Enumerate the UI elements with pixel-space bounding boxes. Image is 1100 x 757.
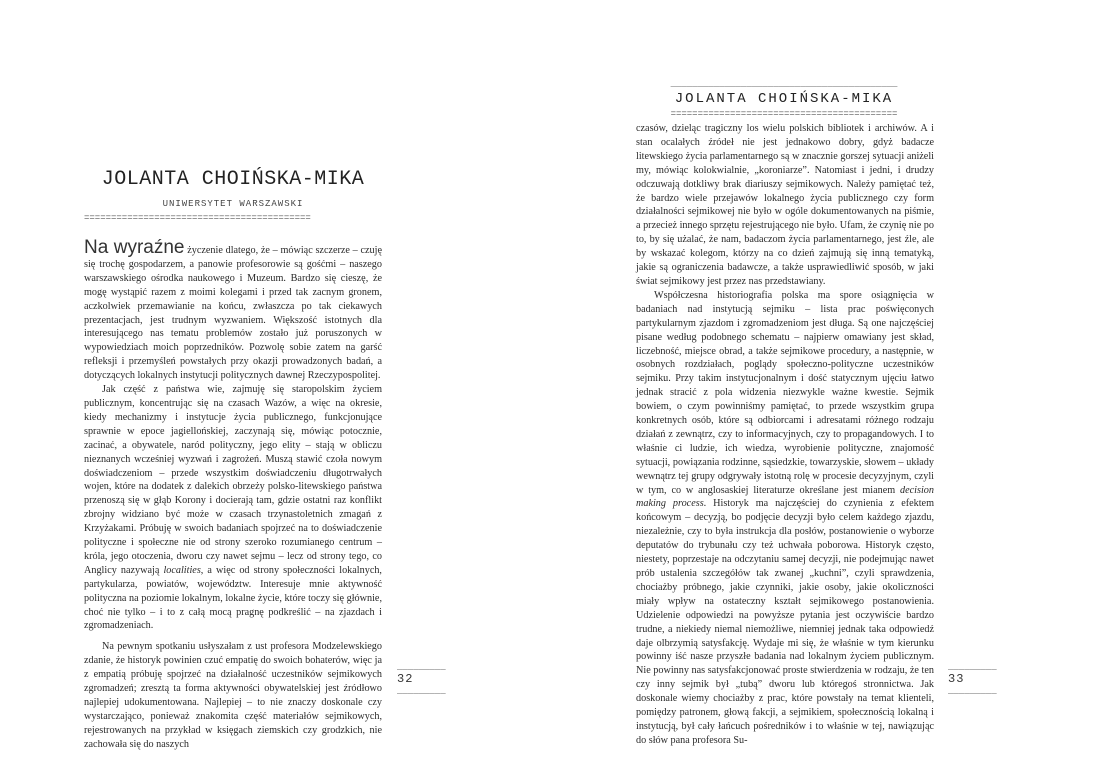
page-number: 33	[948, 672, 965, 686]
paragraph-2-text-b: , a więc od strony społeczności lokalnych, partykularza, powiatów, województw. Interesuje mnie aktywność polityczna na poziomie lokalnym, lokalne życie, które toczy się głównie, choć nie tylko – i to z całą mocą pragnę podkreślić – na zjazdach i zgromadzeniach.	[84, 564, 382, 632]
paragraph-2-italic: localities	[163, 564, 201, 576]
paragraph-4-italic: decision making process	[636, 484, 934, 510]
paragraph-continued: czasów, dzieląc tragiczny los wielu polskich bibliotek i archiwów. A i stan ocalałych źródeł nie jest jednakowo dobry, gdyż badacze litewskiego życia parlamentarnego są w znacznie gorszej sytuacji aniżeli my, mówiąc kolokwialnie, „koroniarze”. Natomiast i jedni, i drudzy odczuwają dotkliwy brak diariuszy sejmikowych. Należy pamiętać też, że bardzo wiele przejawów lokalnego życia publicznego czy form działalności sejmikowej nie było w ogóle dokumentowanych na piśmie, a przecież innego sprzętu rejestrującego nie było. Ufam, że czynię nie po to, by się użalać, że nam, badaczom życia parlamentarnego, jest źle, ale by wskazać kolegom, którzy na co dzień zajmują się inną tematyką, jakie są ograniczenia badawcze, a także usprawiedliwić sposób, w jaki świat sejmikowy jest przez nas przedstawiany.	[636, 123, 934, 287]
paragraph-3: Na pewnym spotkaniu usłyszałam z ust profesora Modzelewskiego zdanie, że historyk powinien czuć empatię do swoich bohaterów, więc ja z empatią próbuję spojrzeć na działalność uczestników sejmikowych zgromadzeń; zresztą ta forma aktywności obywatelskiej jest źródłowo najlepiej udokumentowana. Najlepiej – to nie znaczy doskonale czy wystarczająco, ponieważ znakomita część materiałów sejmikowych, rejestrowanych na przykład w księgach ziemskich czy grodzkich, nie zachowała się do naszych	[84, 641, 382, 750]
folio-rule-bottom: _________	[397, 687, 446, 695]
dropcap-word: Na wyraźne	[84, 237, 185, 258]
page-number-left	[397, 663, 475, 695]
folio-rule-bottom: _________	[948, 687, 997, 695]
paragraph-2	[84, 383, 382, 633]
paragraph-2-text-a: Jak część z państwa wie, zajmuję się staropolskim życiem publicznym, koncentrując się na czasach Wazów, a więc na okresie, kiedy mechanizmy i instytucje życia publicznego, funkcjonujące sprawnie w epoce jagiellońskiej, zaczynają się, mówiąc potocznie, zacinać, a obywatele, naród polityczny, jego elity – stają w obliczu nieznanych wcześniej wyzwań i zagrożeń. Muszą stawić czoła nowym doświadczeniom – przede wszystkim doświadczeniu długotrwałych wojen, które na dodatek z dalekich obrzeży polsko-litewskiego państwa przenoszą się w głąb Korony i docierają tam, gdzie ostatni raz konflikt zbrojny widziano być może w czasach trzynastoletnich zmagań z Krzyżakami. Próbuję w swoich badaniach spojrzeć na to doświadczenie polityczne i społeczne nie od strony szeroko rozumianego centrum – króla, jego otoczenia, dworu czy nawet sejmu – lecz od strony tego, co Anglicy nazywają	[84, 384, 382, 576]
left-body-text	[84, 237, 382, 752]
paragraph-1-text: życzenie dlatego, że – mówiąc szczerze – czuję się trochę gospodarzem, a panowie profesorowie są gośćmi – naszego warszawskiego ośrodka naukowego i Muzeum. Bardzo się cieszę, że mogę wystąpić razem z moimi kolegami i przed tak zacnym gronem, aczkolwiek przemawianie na końcu, zwłaszcza po tak ciekawych prezentacjach, jest trudnym wyzwaniem. Większość istotnych dla interesującego nas tematu problemów zostało już poruszonych w wypowiedziach moich poprzedników. Pozwolę sobie zatem na garść refleksji i przemyśleń powstałych przy okazji prowadzonych badań, a dotyczących lokalnych instytucji politycznych dawnej Rzeczypospolitej.	[84, 245, 382, 382]
paragraph-4-text-b: . Historyk ma najczęściej do czynienia z efektem końcowym – decyzją, bo podjęcie decyzji było celem każdego zjazdu, niezależnie, czy to była instrukcja dla posłów, postanowienie o wyborze deputatów do trybunału czy też uchwała poborowa. Historyk często, niestety, poprzestaje na odczytaniu samej decyzji, nie podejmując nawet prób ustalenia szczegółów tak zwanej „kuchni”, czyli sprawdzenia, chociażby próbnego, jakie czynniki, jakie osoby, jakie okoliczności miały wpływ na ostateczny kształt sejmikowego postanowienia. Udzielenie odpowiedzi na powyższe pytania jest oczywiście bardzo trudne, a niekiedy niemal niemożliwe, niemniej jednak taka odpowiedź daje olbrzymią satysfakcję. Wydaje mi się, że właśnie w tym kierunku powinny iść nasze przyszłe badania nad lokalnym życiem publicznym. Nie powinny nas satysfakcjonować proste stwierdzenia w rodzaju, że ten czy inny sejmik był „tubą” dworu lub któregoś stronnictwa. Jak doskonale wiemy chociażby z prac, które powstały na temat klienteli, pomiędzy patronem, głową fakcji, a sejmikiem, społecznością lokalną i instytucją, był cały łańcuch pośredników i to właśnie w tej, nawiązując do słów pana profesora Su-	[636, 498, 934, 746]
author-title: JOLANTA CHOIŃSKA-MIKA	[101, 168, 365, 191]
title-divider: ==========================================	[84, 214, 311, 222]
right-page	[550, 0, 1100, 757]
running-head-rule-bottom: ==========================================	[670, 110, 898, 118]
folio-rule-top: _________	[948, 663, 997, 671]
folio-rule-top: _________	[397, 663, 446, 671]
paragraph-gap	[84, 633, 382, 640]
paragraph-4	[636, 289, 934, 748]
page-number: 32	[397, 672, 414, 686]
author-affiliation: UNIWERSYTET WARSZAWSKI	[162, 199, 304, 209]
paragraph-4-text-a: Współczesna historiografia polska ma spore osiągnięcia w badaniach nad instytucją sejmiku – lista prac poświęconych partykularnym zjazdom i zgromadzeniom jest długa. Są one najczęściej pisane według podobnego schematu – najpierw omawiany jest skład, liczebność, miejsce obrad, a także sejmikowe procedury, a następnie, w osobnych rozdziałach, poglądy społeczno-polityczne uczestników sejmiku. Przy takim instytucjonalnym i dość statycznym ujęciu łatwo jednak stracić z pola widzenia niezwykle ważne kwestie. Sejmik bowiem, o czym powinniśmy pamiętać, to przede wszystkim grupa konkretnych osób, które są odbiorcami i adresatami różnego rodzaju działań z zewnątrz, czy to informacyjnych, czy to propagandowych. I to właśnie ci ludzie, ich wiedza, wyrobienie polityczne, znajomość sytuacji, powiązania rodzinne, sąsiedzkie, towarzyskie, słowem – układy wewnątrz tej grupy odgrywały istotną rolę w procesie decyzyjnym, czyli w tym, co w anglosaskiej literaturze określane jest mianem	[636, 289, 934, 496]
running-head-rule-top: __________________________________________	[670, 80, 898, 88]
page-number-right	[948, 663, 1026, 695]
paragraph-1	[84, 237, 382, 383]
right-body-text	[636, 122, 934, 748]
running-head-author: JOLANTA CHOIŃSKA-MIKA	[674, 91, 894, 107]
running-head	[634, 80, 934, 118]
